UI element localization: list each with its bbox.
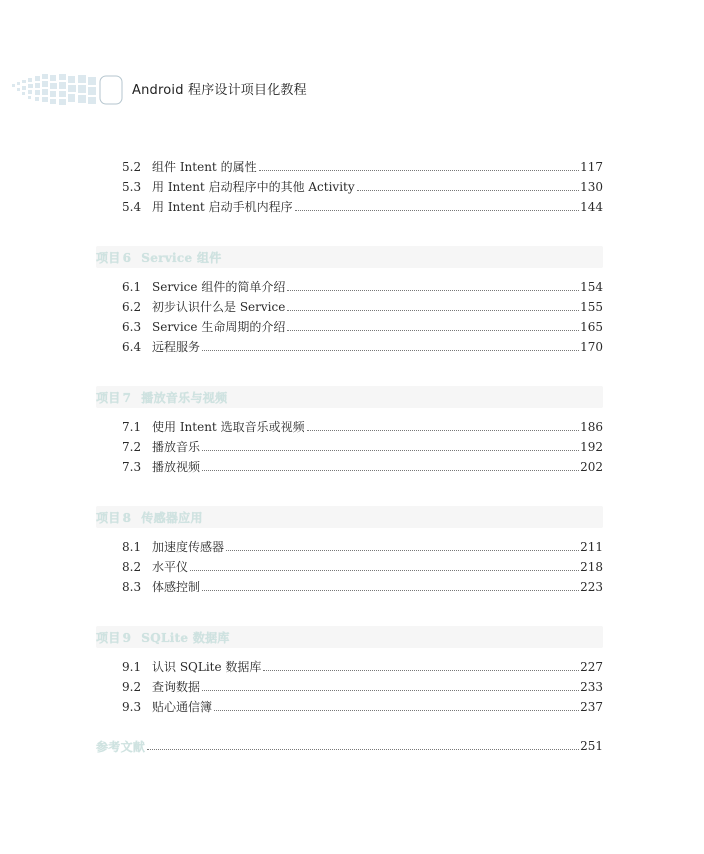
- project-heading-9[interactable]: [96, 626, 603, 648]
- section-number: 6.4: [122, 340, 142, 354]
- page-number: 155: [580, 300, 603, 314]
- dot-leader: [295, 210, 580, 211]
- toc-entry[interactable]: [122, 418, 603, 436]
- project-heading-label: [96, 389, 227, 406]
- section-number: 8.1: [122, 540, 142, 554]
- section-title: 播放视频: [152, 460, 201, 474]
- section-title: 播放音乐: [152, 440, 201, 454]
- section-title: 用 Intent 启动手机内程序: [152, 200, 293, 214]
- section-title: Service 生命周期的介绍: [152, 320, 286, 334]
- project-name: 传感器应用: [141, 511, 203, 525]
- toc-entry[interactable]: [122, 298, 603, 316]
- toc-entry[interactable]: [122, 158, 603, 176]
- page-number: 218: [580, 560, 603, 574]
- section-title: 加速度传感器: [152, 540, 225, 554]
- section-number: 7.1: [122, 420, 142, 434]
- section-number: 8.2: [122, 560, 142, 574]
- page-number: 117: [580, 160, 603, 174]
- toc-entry[interactable]: [122, 278, 603, 296]
- section-number: 6.3: [122, 320, 142, 334]
- toc-entry[interactable]: [122, 578, 603, 596]
- section-title: 贴心通信簿: [152, 700, 213, 714]
- toc-entry[interactable]: [122, 698, 603, 716]
- project-word: 项目: [96, 251, 121, 265]
- page-number: 202: [580, 460, 603, 474]
- section-number: 7.2: [122, 440, 142, 454]
- project-word: 项目: [96, 391, 121, 405]
- dot-leader: [307, 430, 580, 431]
- section-title: 水平仪: [152, 560, 189, 574]
- project-word: 项目: [96, 511, 121, 525]
- section-title: Service 组件的简单介绍: [152, 280, 286, 294]
- section-number: 7.3: [122, 460, 142, 474]
- dot-leader: [259, 170, 580, 171]
- dot-leader: [202, 470, 579, 471]
- section-number: 8.3: [122, 580, 142, 594]
- page-number: 144: [580, 200, 603, 214]
- project-heading-label: [96, 509, 203, 526]
- project-heading-label: [96, 249, 222, 266]
- dot-leader: [202, 690, 579, 691]
- toc-entry[interactable]: [122, 318, 603, 336]
- section-number: 6.1: [122, 280, 142, 294]
- page-number: 170: [580, 340, 603, 354]
- toc-entry[interactable]: [122, 198, 603, 216]
- dot-leader: [202, 590, 579, 591]
- dot-leader: [357, 190, 579, 191]
- toc-entry[interactable]: [122, 538, 603, 556]
- toc-entry[interactable]: [122, 658, 603, 676]
- section-title: 认识 SQLite 数据库: [152, 660, 262, 674]
- project-heading-label: [96, 629, 230, 646]
- toc-entry[interactable]: [122, 458, 603, 476]
- project-word: 项目: [96, 631, 121, 645]
- dot-leader: [147, 749, 579, 750]
- section-number: 5.2: [122, 160, 142, 174]
- toc-entry[interactable]: [122, 338, 603, 356]
- toc-entry-references[interactable]: [96, 737, 603, 755]
- section-title: 查询数据: [152, 680, 201, 694]
- toc-entry[interactable]: [122, 178, 603, 196]
- page-number: 227: [580, 660, 603, 674]
- toc-entry[interactable]: [122, 558, 603, 576]
- section-title: 使用 Intent 选取音乐或视频: [152, 420, 305, 434]
- page-number: 154: [580, 280, 603, 294]
- page-number: 211: [580, 540, 603, 554]
- section-title: 用 Intent 启动程序中的其他 Activity: [152, 180, 355, 194]
- dot-leader: [263, 670, 579, 671]
- page-number: 223: [580, 580, 603, 594]
- project-number: 9: [122, 631, 132, 645]
- section-number: 9.1: [122, 660, 142, 674]
- page-number: 130: [580, 180, 603, 194]
- section-number: 6.2: [122, 300, 142, 314]
- book-title: Android 程序设计项目化教程: [132, 83, 307, 98]
- dot-leader: [287, 330, 579, 331]
- project-heading-6[interactable]: [96, 246, 603, 268]
- page-number: 237: [580, 700, 603, 714]
- project-heading-8[interactable]: [96, 506, 603, 528]
- section-title: 组件 Intent 的属性: [152, 160, 257, 174]
- project-name: Service 组件: [141, 251, 222, 265]
- toc-entry[interactable]: [122, 438, 603, 456]
- dot-leader: [226, 550, 579, 551]
- dot-leader: [287, 290, 579, 291]
- page-number: 251: [580, 739, 603, 753]
- project-number: 6: [122, 251, 132, 265]
- page-number: 186: [580, 420, 603, 434]
- toc-entry[interactable]: [122, 678, 603, 696]
- dot-leader: [214, 710, 579, 711]
- dot-leader: [202, 350, 579, 351]
- project-name: SQLite 数据库: [141, 631, 230, 645]
- section-title: 远程服务: [152, 340, 201, 354]
- section-number: 9.2: [122, 680, 142, 694]
- project-heading-7[interactable]: [96, 386, 603, 408]
- section-number: 5.4: [122, 200, 142, 214]
- project-number: 7: [122, 391, 132, 405]
- dot-leader: [202, 450, 579, 451]
- section-number: 9.3: [122, 700, 142, 714]
- page-number: 165: [580, 320, 603, 334]
- section-number: 5.3: [122, 180, 142, 194]
- references-label: 参考文献: [96, 739, 146, 754]
- project-name: 播放音乐与视频: [141, 391, 228, 405]
- page-number: 192: [580, 440, 603, 454]
- dot-leader: [287, 310, 579, 311]
- page-number: 233: [580, 680, 603, 694]
- section-title: 体感控制: [152, 580, 201, 594]
- section-title: 初步认识什么是 Service: [152, 300, 286, 314]
- dot-leader: [190, 570, 579, 571]
- project-number: 8: [122, 511, 132, 525]
